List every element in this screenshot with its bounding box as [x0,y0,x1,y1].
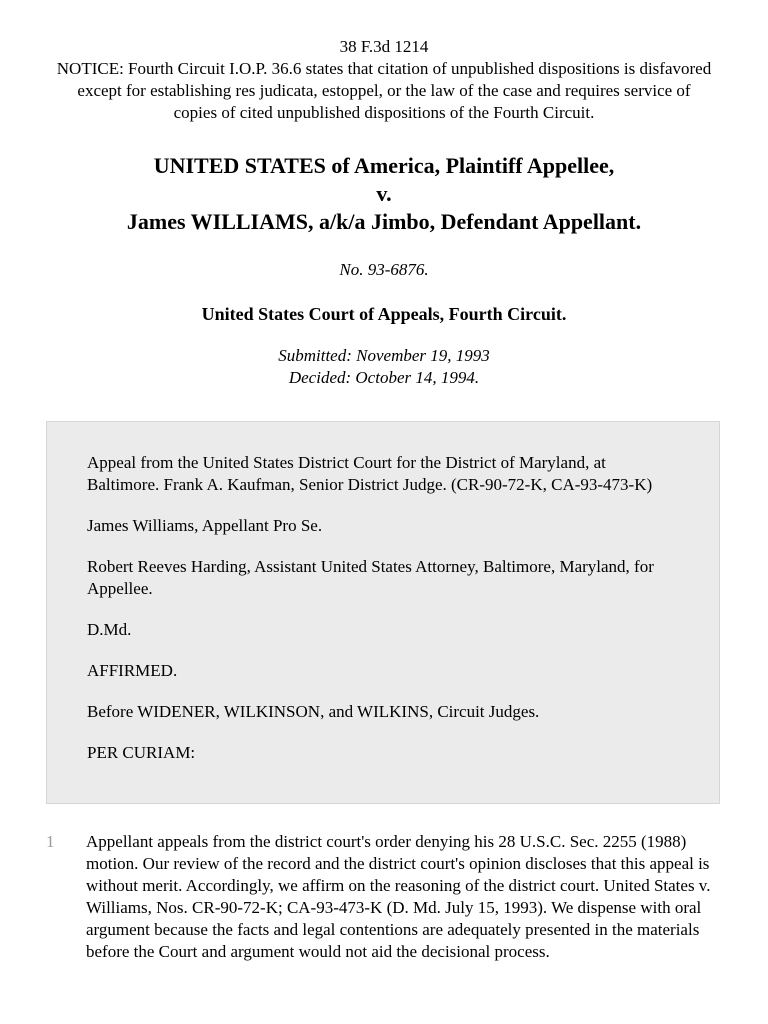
court-name: United States Court of Appeals, Fourth Circuit. [201,304,567,324]
defendant: James WILLIAMS, a/k/a Jimbo, Defendant Appellant. [126,209,642,234]
citation: 38 F.3d 1214 [339,37,429,56]
case-summary-box [46,421,720,804]
unpublished-notice: NOTICE: Fourth Circuit I.O.P. 36.6 states that citation of unpublished dispositions is disfavored except for establishing res judicata, estoppel, or the law of the case and requires service of copies of cited unpublished dispositions of the Fourth Circuit. [56,59,712,122]
decided-date: Decided: October 14, 1994. [288,368,480,387]
versus: v. [376,181,392,206]
per-curiam: PER CURIAM: [87,743,196,762]
appellant-counsel: James Williams, Appellant Pro Se. [87,516,323,535]
disposition: AFFIRMED. [87,661,178,680]
paragraph-text: Appellant appeals from the district court's order denying his 28 U.S.C. Sec. 2255 (1988) motion. Our review of the record and the district court's opinion discloses that this appeal is without merit. Accordingly, we affirm on the reasoning of the district court. United States v. Williams, Nos. CR-90-72-K; CA-93-473-K (D. Md. July 15, 1993). We dispense with oral argument because the facts and legal contentions are adequately presented in the materials before the Court and argument would not aid the decisional process. [86,832,711,961]
case-parties [0,152,768,236]
district: D.Md. [87,620,132,639]
paragraph-number: 1 [46,832,55,851]
docket-number: No. 93-6876. [339,260,429,279]
opinion-paragraph [46,831,726,963]
appeal-from: Appeal from the United States District Court for the District of Maryland, at Baltimore. Frank A. Kaufman, Senior District Judge. (CR-90-72-K, CA-93-473-K) [87,453,653,494]
appellee-counsel: Robert Reeves Harding, Assistant United States Attorney, Baltimore, Maryland, for Appellee. [87,557,654,598]
document-header [0,0,768,124]
submitted-date: Submitted: November 19, 1993 [278,346,490,365]
case-dates [0,345,768,389]
plaintiff: UNITED STATES of America, Plaintiff Appellee, [153,153,615,178]
panel: Before WIDENER, WILKINSON, and WILKINS, Circuit Judges. [87,702,540,721]
